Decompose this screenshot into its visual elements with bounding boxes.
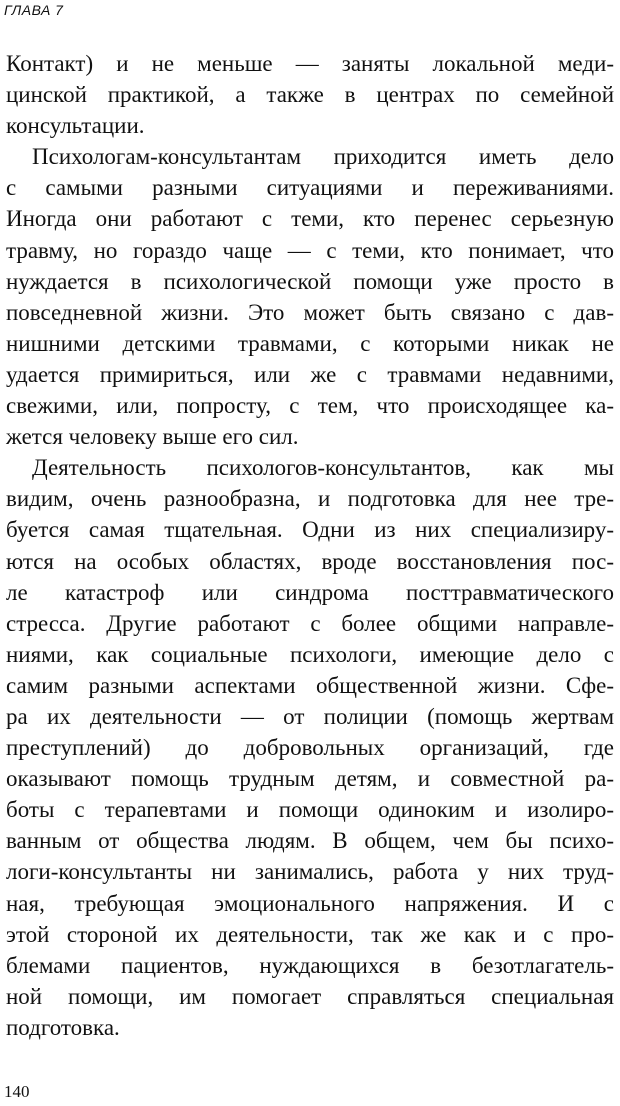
text-line: свежими, или, попросту, с тем, что происходящее ка- (6, 393, 614, 419)
text-line: цинской практикой, а также в центрах по семейной (6, 82, 614, 108)
text-line: ной помощи, им помогает справляться специальная (6, 983, 614, 1009)
text-line: видим, очень разнообразна, и подготовка для нее тре- (6, 486, 614, 512)
text-line: удается примириться, или же с травмами недавними, (6, 361, 614, 387)
text-line: этой стороной их деятельности, так же как и с про- (6, 921, 614, 947)
body-text (6, 48, 614, 1043)
text-line: ются на особых областях, вроде восстановления пос- (6, 548, 614, 574)
running-head: ГЛАВА 7 (4, 2, 64, 18)
text-line: стресса. Другие работают с более общими направле- (6, 610, 614, 636)
text-line: травму, но гораздо чаще — с теми, кто понимает, что (6, 237, 614, 263)
text-line: ра их деятельности — от полиции (помощь жертвам (6, 703, 614, 729)
text-line: ванным от общества людям. В общем, чем бы психо- (6, 828, 614, 854)
text-line: с самыми разными ситуациями и переживаниями. (6, 175, 614, 201)
text-line: Контакт) и не меньше — заняты локальной меди- (6, 51, 614, 76)
text-line: преступлений) до добровольных организаций, где (6, 735, 614, 761)
text-line: ниями, как социальные психологи, имеющие дело с (6, 641, 614, 667)
text-line: подготовка. (6, 1014, 120, 1040)
text-line: нишними детскими травмами, с которыми никак не (6, 330, 614, 356)
text-line: Деятельность психологов-консультантов, как мы (32, 455, 614, 481)
text-line: самим разными аспектами общественной жизни. Сфе- (6, 672, 614, 698)
text-line: консультации. (6, 113, 145, 139)
text-line: буется самая тщательная. Одни из них специализиру- (6, 517, 614, 543)
text-line: Психологам-консультантам приходится иметь дело (32, 144, 614, 170)
text-line: ле катастроф или синдрома посттравматического (6, 579, 614, 605)
text-line: блемами пациентов, нуждающихся в безотлагатель- (6, 952, 614, 978)
text-line: боты с терапевтами и помощи одиноким и изолиро- (6, 797, 614, 823)
text-line: ная, требующая эмоционального напряжения. И с (6, 890, 614, 916)
text-line: повседневной жизни. Это может быть связано с дав- (6, 299, 614, 325)
page-number: 140 (4, 1082, 30, 1101)
text-line: Иногда они работают с теми, кто перенес серьезную (6, 206, 614, 232)
text-line: нуждается в психологической помощи уже просто в (6, 268, 614, 294)
text-line: жется человеку выше его сил. (6, 424, 299, 450)
text-line: логи-консультанты ни занимались, работа у них труд- (6, 859, 614, 885)
text-line: оказывают помощь трудным детям, и совместной ра- (6, 766, 614, 792)
